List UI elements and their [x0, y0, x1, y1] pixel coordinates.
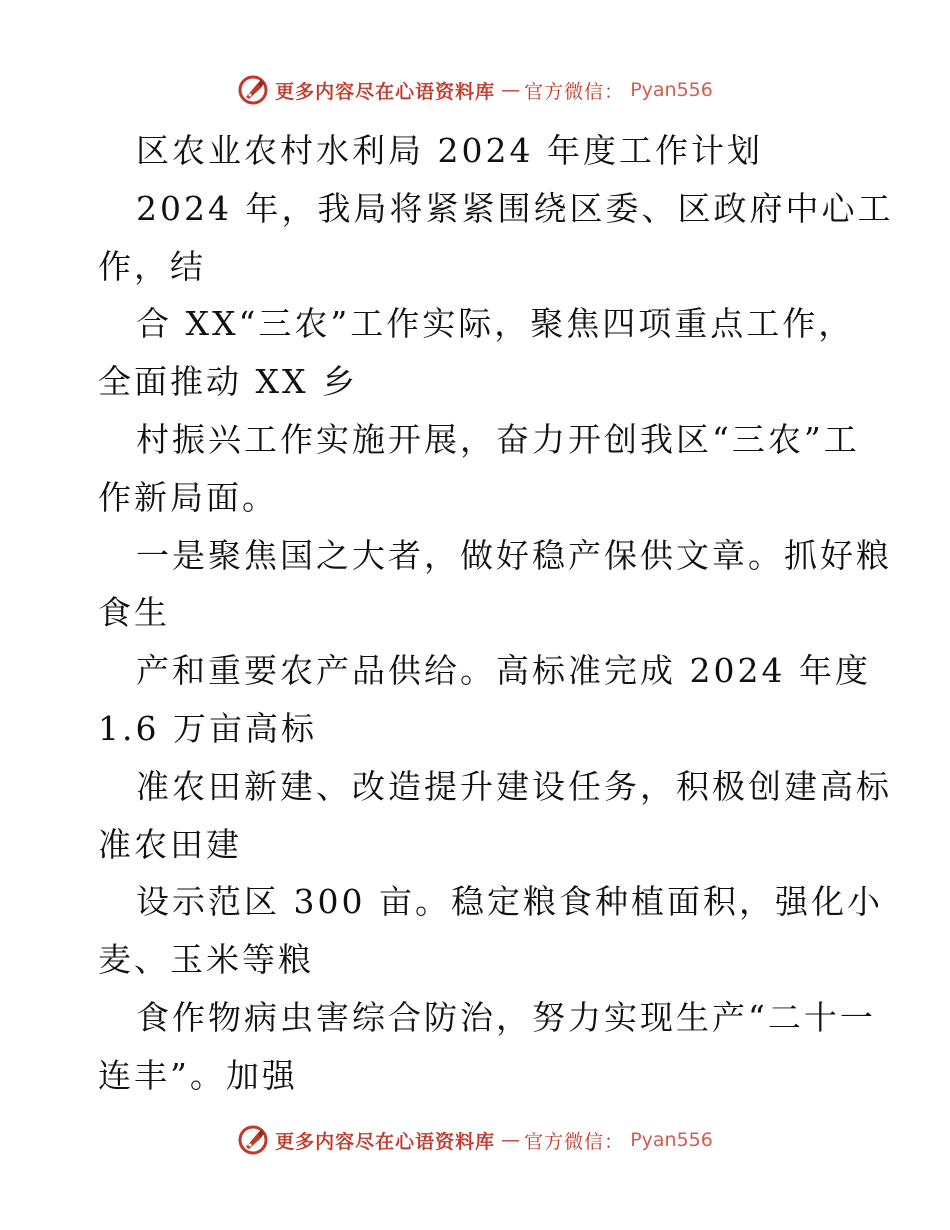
- doc-line: 全面推动 XX 乡: [98, 362, 358, 402]
- doc-line: 产和重要农产品供给。高标准完成 2024 年度: [136, 651, 871, 691]
- doc-line: 村振兴工作实施开展，奋力开创我区“三农”工: [136, 419, 860, 459]
- doc-line: 准农田建: [98, 824, 242, 864]
- doc-line: 食作物病虫害综合防治，努力实现生产“二十一: [136, 997, 876, 1037]
- doc-line: 1.6 万亩高标: [98, 708, 317, 748]
- doc-line: 2024 年，我局将紧紧围绕区委、区政府中心工: [136, 188, 894, 228]
- footer-banner: [0, 1120, 950, 1160]
- banner-wechat-label: 官方微信：: [524, 1130, 625, 1153]
- doc-line: 合 XX“三农”工作实际，聚焦四项重点工作，: [136, 304, 855, 344]
- header-banner: [0, 70, 950, 110]
- doc-line: 设示范区 300 亩。稳定粮食种植面积，强化小: [136, 882, 883, 922]
- pen-nib-logo-icon: [237, 1124, 269, 1156]
- banner-wechat-label: 官方微信：: [524, 80, 625, 103]
- banner-wechat-id: Pyan556: [630, 1129, 713, 1151]
- banner-main-text: 更多内容尽在心语资料库: [275, 80, 496, 103]
- doc-line: 麦、玉米等粮: [98, 940, 314, 980]
- banner-main-text: 更多内容尽在心语资料库: [275, 1130, 496, 1153]
- doc-line: 一是聚焦国之大者，做好稳产保供文章。抓好粮: [136, 535, 892, 575]
- doc-line: 作，结: [98, 246, 206, 286]
- pen-nib-logo-icon: [237, 74, 269, 106]
- banner-wechat-id: Pyan556: [630, 79, 713, 101]
- banner-separator: —: [501, 1129, 519, 1151]
- doc-line: 食生: [98, 593, 170, 633]
- doc-title: 区农业农村水利局 2024 年度工作计划: [136, 131, 763, 170]
- doc-line: 作新局面。: [98, 477, 278, 517]
- banner-separator: —: [501, 79, 519, 101]
- doc-line: 连丰”。加强: [98, 1055, 298, 1095]
- document-body: [98, 122, 894, 1105]
- doc-line: 准农田新建、改造提升建设任务，积极创建高标: [136, 766, 892, 806]
